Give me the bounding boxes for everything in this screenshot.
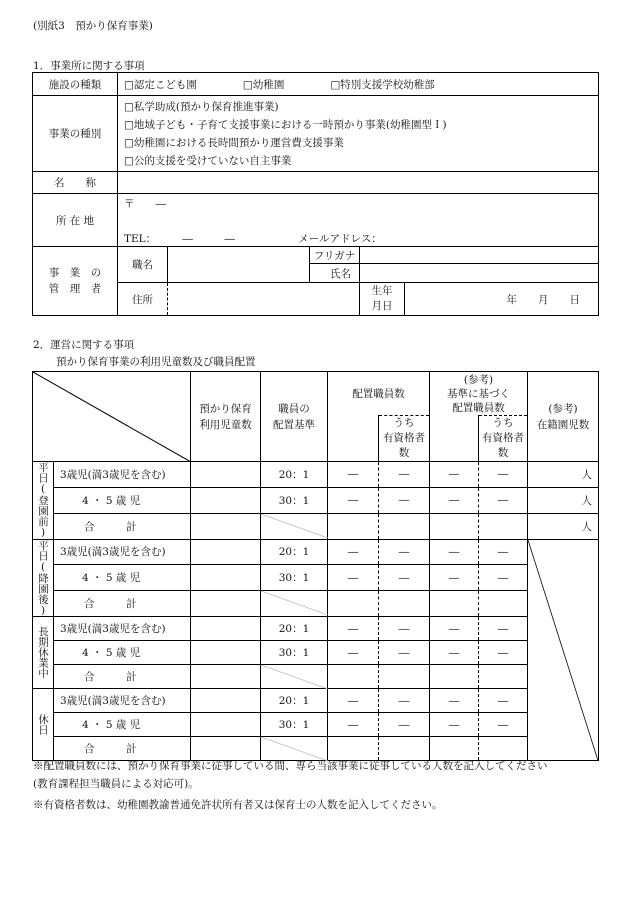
unit-label: 人 [581,520,592,533]
enrolled-cell[interactable] [528,487,599,513]
row-label: 合 計 [54,591,191,617]
users-cell[interactable] [191,689,261,713]
row-label: 合 計 [54,665,191,689]
row-label: 3歳児(満3歳児を含む) [54,617,191,641]
ref-staff-cell[interactable]: ― [430,641,479,665]
ref-staff-cell[interactable]: ― [430,617,479,641]
ref-staff-cell[interactable]: ― [430,565,479,591]
staff-qualified-cell[interactable]: ― [379,539,430,565]
ratio-cell: 20：1 [261,539,328,565]
row-label: 3歳児(満3歳児を含む) [54,539,191,565]
group-label [33,462,54,540]
ref-staff-total-cell[interactable] [430,591,479,617]
row-label: 4 ・ 5 歳 児 [54,487,191,513]
staff-qualified-total-cell[interactable] [379,737,430,761]
staff-cell[interactable]: ― [328,713,379,737]
note-1-cont: (教育課程担当職員による対応可)。 [33,778,199,790]
ratio-total-cell [261,665,328,689]
job-title-field[interactable] [168,247,310,283]
project-type-label: 事業の種別 [33,96,118,172]
staff-qualified-total-cell[interactable] [379,513,430,539]
users-cell[interactable] [191,591,261,617]
checkbox-choujikan[interactable]: □幼稚園における長時間預かり運営費支援事業 [124,136,344,149]
staff-qualified-total-cell[interactable] [379,665,430,689]
header-corner [33,372,191,462]
birth-date-field[interactable]: 年 月 日 [405,283,599,316]
staff-total-cell[interactable] [328,513,379,539]
ratio-cell: 30：1 [261,713,328,737]
staff-cell[interactable]: ― [328,689,379,713]
unit-label: 人 [581,468,592,481]
ratio-cell: 20：1 [261,462,328,488]
ratio-diagonal [261,665,328,689]
enrolled-diagonal [528,540,598,761]
row-label: 3歳児(満3歳児を含む) [54,462,191,488]
header-staff-qualified: うち 有資格者 数 [379,416,430,462]
ratio-diagonal [261,591,328,615]
ratio-cell: 30：1 [261,487,328,513]
header-staff: 配置職員数 [328,372,430,416]
users-cell[interactable] [191,539,261,565]
enrolled-cell[interactable] [528,462,599,488]
ref-qualified-cell[interactable]: ― [479,539,528,565]
row-label: 合 計 [54,513,191,539]
email-field[interactable]: メールアドレス： [298,232,382,245]
postal-field[interactable]: 〒 ― [118,194,599,231]
row-label: 合 計 [54,737,191,761]
ratio-cell: 20：1 [261,617,328,641]
header-ref-staff: (参考) 基準に基づく 配置職員数 [430,372,528,416]
contact-line [118,231,599,247]
checkbox-chiiki[interactable]: □地域子ども・子育て支援事業における一時預かり事業(幼稚園型Ｉ) [124,118,447,131]
staff-total-cell[interactable] [328,591,379,617]
facility-type-label: 施設の種類 [33,73,118,96]
ref-qualified-cell[interactable]: ― [479,689,528,713]
users-cell[interactable] [191,641,261,665]
ref-staff-cell[interactable]: ― [430,539,479,565]
staff-cell[interactable]: ― [328,487,379,513]
person-name-label: 氏名 [310,264,360,283]
manager-label: 事 業 の 管 理 者 [33,247,118,316]
group-label [33,539,54,617]
group-label [33,617,54,689]
ref-staff-cell[interactable]: ― [430,689,479,713]
section1-title: 1．事業所に関する事項 [33,60,145,72]
facility-type-options [118,73,599,96]
ratio-cell: 20：1 [261,689,328,713]
users-cell[interactable] [191,487,261,513]
group-label [33,689,54,761]
residence-label: 住所 [118,283,168,316]
ref-qualified-cell[interactable]: ― [479,565,528,591]
row-label: 4 ・ 5 歳 児 [54,641,191,665]
ratio-total-cell [261,591,328,617]
users-cell[interactable] [191,617,261,641]
groups-body [33,462,599,761]
ref-qualified-cell[interactable]: ― [479,641,528,665]
ref-qualified-total-cell[interactable] [479,737,528,761]
staff-qualified-cell[interactable]: ― [379,689,430,713]
staff-cell[interactable]: ― [328,641,379,665]
row-label: 4 ・ 5 歳 児 [54,713,191,737]
header-staff-blank [328,416,379,462]
ref-qualified-cell[interactable]: ― [479,713,528,737]
ratio-diagonal [261,514,328,538]
enrolled-cell[interactable] [528,513,599,539]
ref-staff-cell[interactable]: ― [430,713,479,737]
section2-subtitle: 預かり保育事業の利用児童数及び職員配置 [56,356,256,368]
staff-qualified-total-cell[interactable] [379,591,430,617]
checkbox-shigaku[interactable]: □私学助成(預かり保育推進事業) [124,100,279,113]
corner-diagonal [33,372,191,462]
furigana-field[interactable] [360,247,599,264]
ref-staff-cell[interactable]: ― [430,462,479,488]
tel-field[interactable]: TEL： ― ― [124,232,235,245]
staff-total-cell[interactable] [328,737,379,761]
users-cell[interactable] [191,713,261,737]
users-cell[interactable] [191,565,261,591]
job-title-label: 職名 [118,247,168,283]
residence-field[interactable] [168,283,360,316]
group-label-text: 平日(登園前) [37,462,49,539]
section2-title: 2．運営に関する事項 [33,339,135,351]
checkbox-jishu[interactable]: □公的支援を受けていない自主事業 [124,154,292,167]
project-type-options [118,96,599,172]
name-field[interactable] [118,172,599,194]
ref-qualified-total-cell[interactable] [479,591,528,617]
header-ref-blank [430,416,479,462]
staff-cell[interactable]: ― [328,539,379,565]
row-label: 4 ・ 5 歳 児 [54,565,191,591]
staff-qualified-cell[interactable]: ― [379,641,430,665]
ratio-total-cell [261,513,328,539]
note-1: ※配置職員数には、預かり保育事業に従事している間、専ら当該事業に従事している人数を記入してください [33,760,548,772]
users-cell[interactable] [191,665,261,689]
enrolled-void [528,539,599,761]
checkbox-nintei[interactable]: □認定こども園 [124,78,197,91]
users-cell[interactable] [191,462,261,488]
group-label-text: 平日(降園後) [37,539,49,616]
birth-label: 生年 月日 [360,283,405,316]
header-users: 預かり保育 利用児童数 [191,372,261,462]
ratio-cell: 30：1 [261,565,328,591]
person-name-field[interactable] [360,264,599,283]
ref-qualified-cell[interactable]: ― [479,462,528,488]
ref-staff-total-cell[interactable] [430,513,479,539]
row-label: 3歳児(満3歳児を含む) [54,689,191,713]
facility-table [32,72,599,316]
staff-qualified-cell[interactable]: ― [379,617,430,641]
ref-qualified-total-cell[interactable] [479,665,528,689]
ref-qualified-cell[interactable]: ― [479,487,528,513]
staff-qualified-cell[interactable]: ― [379,462,430,488]
checkbox-tokubetsu[interactable]: □特別支援学校幼稚部 [330,78,435,91]
staff-total-cell[interactable] [328,665,379,689]
group-label-text: 休日 [37,714,49,735]
name-label: 名 称 [33,172,118,194]
ref-qualified-total-cell[interactable] [479,513,528,539]
ref-staff-total-cell[interactable] [430,737,479,761]
users-cell[interactable] [191,737,261,761]
header-enrolled: (参考) 在籍園児数 [528,372,599,462]
staff-qualified-cell[interactable]: ― [379,713,430,737]
ratio-cell: 30：1 [261,641,328,665]
furigana-label: フリガナ [310,247,360,264]
header-standard: 職員の 配置基準 [261,372,328,462]
staff-cell[interactable]: ― [328,617,379,641]
staff-cell[interactable]: ― [328,565,379,591]
ref-staff-total-cell[interactable] [430,665,479,689]
group-label-text: 長期休業中 [37,626,49,679]
staffing-table [32,371,599,761]
users-cell[interactable] [191,513,261,539]
staff-cell[interactable]: ― [328,462,379,488]
staff-qualified-cell[interactable]: ― [379,565,430,591]
checkbox-youchien[interactable]: □幼稚園 [242,78,285,91]
header-ref-qualified: うち 有資格者 数 [479,416,528,462]
unit-label: 人 [581,494,592,507]
document-header: (別紙3 預かり保育事業) [33,20,153,32]
address-label: 所 在 地 [33,194,118,247]
staff-qualified-cell[interactable]: ― [379,487,430,513]
ref-qualified-cell[interactable]: ― [479,617,528,641]
ref-staff-cell[interactable]: ― [430,487,479,513]
ratio-total-cell [261,737,328,761]
note-2: ※有資格者数は、幼稚園教諭普通免許状所有者又は保育士の人数を記入してください。 [33,799,443,811]
